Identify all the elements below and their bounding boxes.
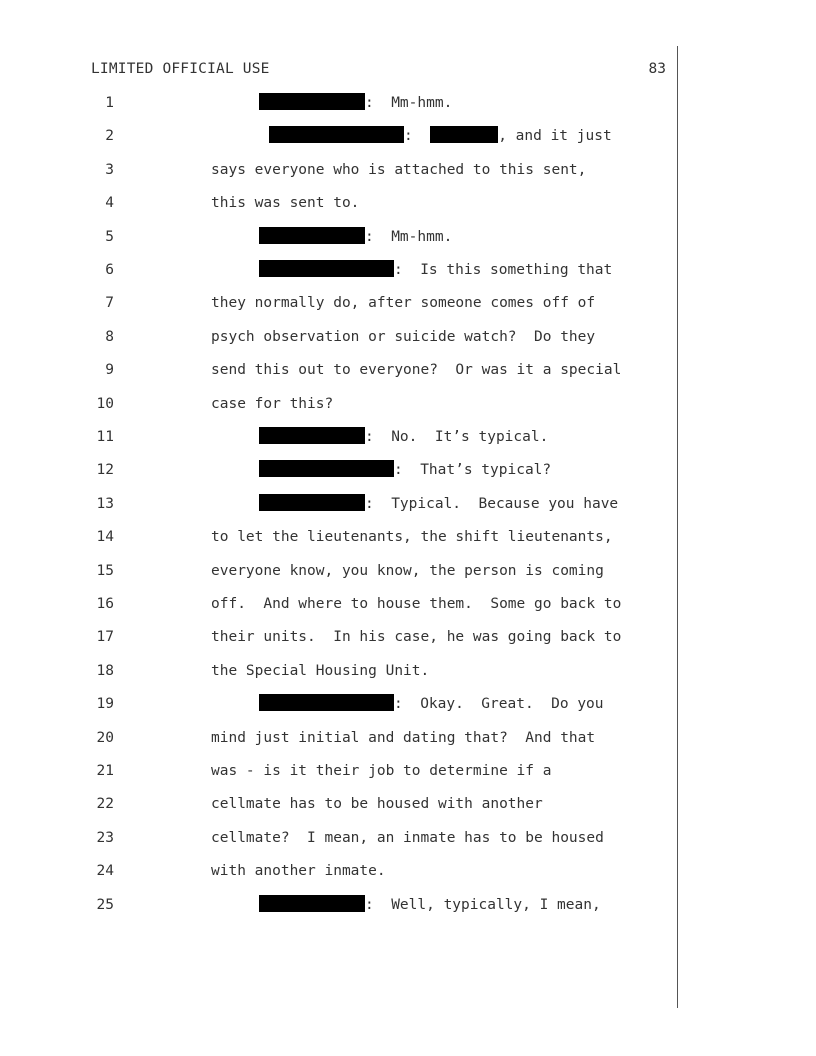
line-text xyxy=(211,626,621,648)
line-number: 13 xyxy=(96,495,114,512)
redaction-box xyxy=(259,427,365,444)
line-number: 10 xyxy=(96,395,114,412)
transcript-line xyxy=(0,760,676,782)
right-margin-rule xyxy=(677,46,678,1008)
line-number: 15 xyxy=(96,562,114,579)
line-text xyxy=(259,226,452,248)
line-number: 5 xyxy=(105,228,114,245)
transcript-line xyxy=(0,159,676,181)
line-number: 20 xyxy=(96,729,114,746)
line-text xyxy=(211,560,604,582)
line-number: 25 xyxy=(96,896,114,913)
redaction-box xyxy=(259,694,394,711)
line-number: 9 xyxy=(105,362,114,379)
line-number: 1 xyxy=(105,95,114,111)
line-text xyxy=(259,426,548,448)
line-text xyxy=(211,727,595,749)
line-text xyxy=(269,125,612,147)
transcript-line xyxy=(0,894,676,916)
line-text xyxy=(211,760,551,782)
transcript-line xyxy=(0,560,676,582)
line-text-segment: says everyone who is attached to this sent, xyxy=(211,161,587,178)
line-text-segment: : Well, typically, I mean, xyxy=(365,896,601,913)
transcript-line xyxy=(0,827,676,849)
transcript-line xyxy=(0,693,676,715)
line-number: 24 xyxy=(96,863,114,880)
line-number: 2 xyxy=(105,128,114,145)
line-text-segment: : No. It’s typical. xyxy=(365,429,549,445)
line-number: 17 xyxy=(96,629,114,646)
redaction-box xyxy=(259,93,365,110)
line-number: 22 xyxy=(96,796,114,813)
transcript-line xyxy=(0,393,676,415)
line-text xyxy=(211,860,386,882)
line-text xyxy=(211,393,333,415)
transcript-line xyxy=(0,359,676,381)
page-header-classification: LIMITED OFFICIAL USE xyxy=(91,61,270,77)
transcript-line xyxy=(0,292,676,314)
line-text xyxy=(211,326,595,348)
line-text xyxy=(259,693,604,715)
transcript-line xyxy=(0,326,676,348)
transcript-line xyxy=(0,860,676,882)
line-number: 19 xyxy=(96,696,114,713)
line-text-segment: psych observation or suicide watch? Do they xyxy=(211,328,596,345)
line-text xyxy=(259,459,551,481)
transcript-line xyxy=(0,727,676,749)
line-number: 18 xyxy=(96,662,114,679)
line-text xyxy=(259,894,601,916)
line-text-segment: : Okay. Great. Do you xyxy=(394,696,604,713)
line-text xyxy=(259,259,612,281)
line-text-segment: cellmate has to be housed with another xyxy=(211,796,543,813)
line-number: 23 xyxy=(96,829,114,846)
line-number: 6 xyxy=(105,262,114,278)
line-number: 7 xyxy=(105,295,114,312)
line-text xyxy=(211,526,613,548)
line-text-segment: : That’s typical? xyxy=(394,462,552,479)
line-text xyxy=(211,192,359,214)
line-number: 8 xyxy=(105,328,114,345)
line-number: 12 xyxy=(96,462,114,479)
transcript-line xyxy=(0,92,676,114)
transcript-line xyxy=(0,493,676,515)
line-text-segment: : Typical. Because you have xyxy=(365,495,619,512)
line-text xyxy=(211,660,429,682)
line-number: 14 xyxy=(96,529,114,546)
line-text xyxy=(211,159,586,181)
line-text-segment: with another inmate. xyxy=(211,863,386,880)
transcript-line xyxy=(0,793,676,815)
redaction-box xyxy=(269,126,404,143)
line-text-segment: : Mm-hmm. xyxy=(365,228,453,245)
line-text xyxy=(211,593,621,615)
transcript-line xyxy=(0,259,676,281)
redaction-box xyxy=(259,260,394,277)
line-text-segment: : Mm-hmm. xyxy=(365,95,453,111)
line-text-segment: was - is it their job to determine if a xyxy=(211,763,552,779)
line-text xyxy=(259,493,618,515)
transcript-line xyxy=(0,226,676,248)
redaction-box xyxy=(259,494,365,511)
line-text-segment: off. And where to house them. Some go back to xyxy=(211,596,622,612)
line-text-segment: mind just initial and dating that? And that xyxy=(211,729,596,746)
transcript-line xyxy=(0,526,676,548)
line-text xyxy=(211,292,595,314)
line-text-segment: everyone know, you know, the person is coming xyxy=(211,562,604,579)
transcript-line xyxy=(0,192,676,214)
line-number: 3 xyxy=(105,161,114,178)
line-text-segment: to let the lieutenants, the shift lieutenants, xyxy=(211,529,613,546)
transcript-line xyxy=(0,660,676,682)
transcript-line xyxy=(0,125,676,147)
line-text-segment: cellmate? I mean, an inmate has to be housed xyxy=(211,829,604,846)
redaction-box xyxy=(259,895,365,912)
page-number: 83 xyxy=(648,61,666,77)
line-number: 11 xyxy=(96,429,114,445)
line-text-segment: this was sent to. xyxy=(211,195,360,212)
line-text xyxy=(259,92,452,114)
line-text xyxy=(211,827,604,849)
line-text-segment: send this out to everyone? Or was it a special xyxy=(211,362,622,379)
line-number: 21 xyxy=(96,763,114,779)
line-text-segment: they normally do, after someone comes off of xyxy=(211,295,596,312)
redaction-box xyxy=(430,126,498,143)
transcript-line xyxy=(0,426,676,448)
redaction-box xyxy=(259,227,365,244)
line-text-segment: case for this? xyxy=(211,395,334,412)
transcript-line xyxy=(0,626,676,648)
line-text xyxy=(211,793,543,815)
line-text-segment: their units. In his case, he was going back to xyxy=(211,629,622,646)
redaction-box xyxy=(259,460,394,477)
line-number: 4 xyxy=(105,195,114,212)
transcript-line xyxy=(0,593,676,615)
line-text-segment: , and it just xyxy=(498,128,612,145)
line-text-segment: : xyxy=(404,128,431,145)
transcript-line xyxy=(0,459,676,481)
line-text xyxy=(211,359,621,381)
line-text-segment: the Special Housing Unit. xyxy=(211,662,430,679)
line-text-segment: : Is this something that xyxy=(394,262,613,278)
line-number: 16 xyxy=(96,596,114,612)
